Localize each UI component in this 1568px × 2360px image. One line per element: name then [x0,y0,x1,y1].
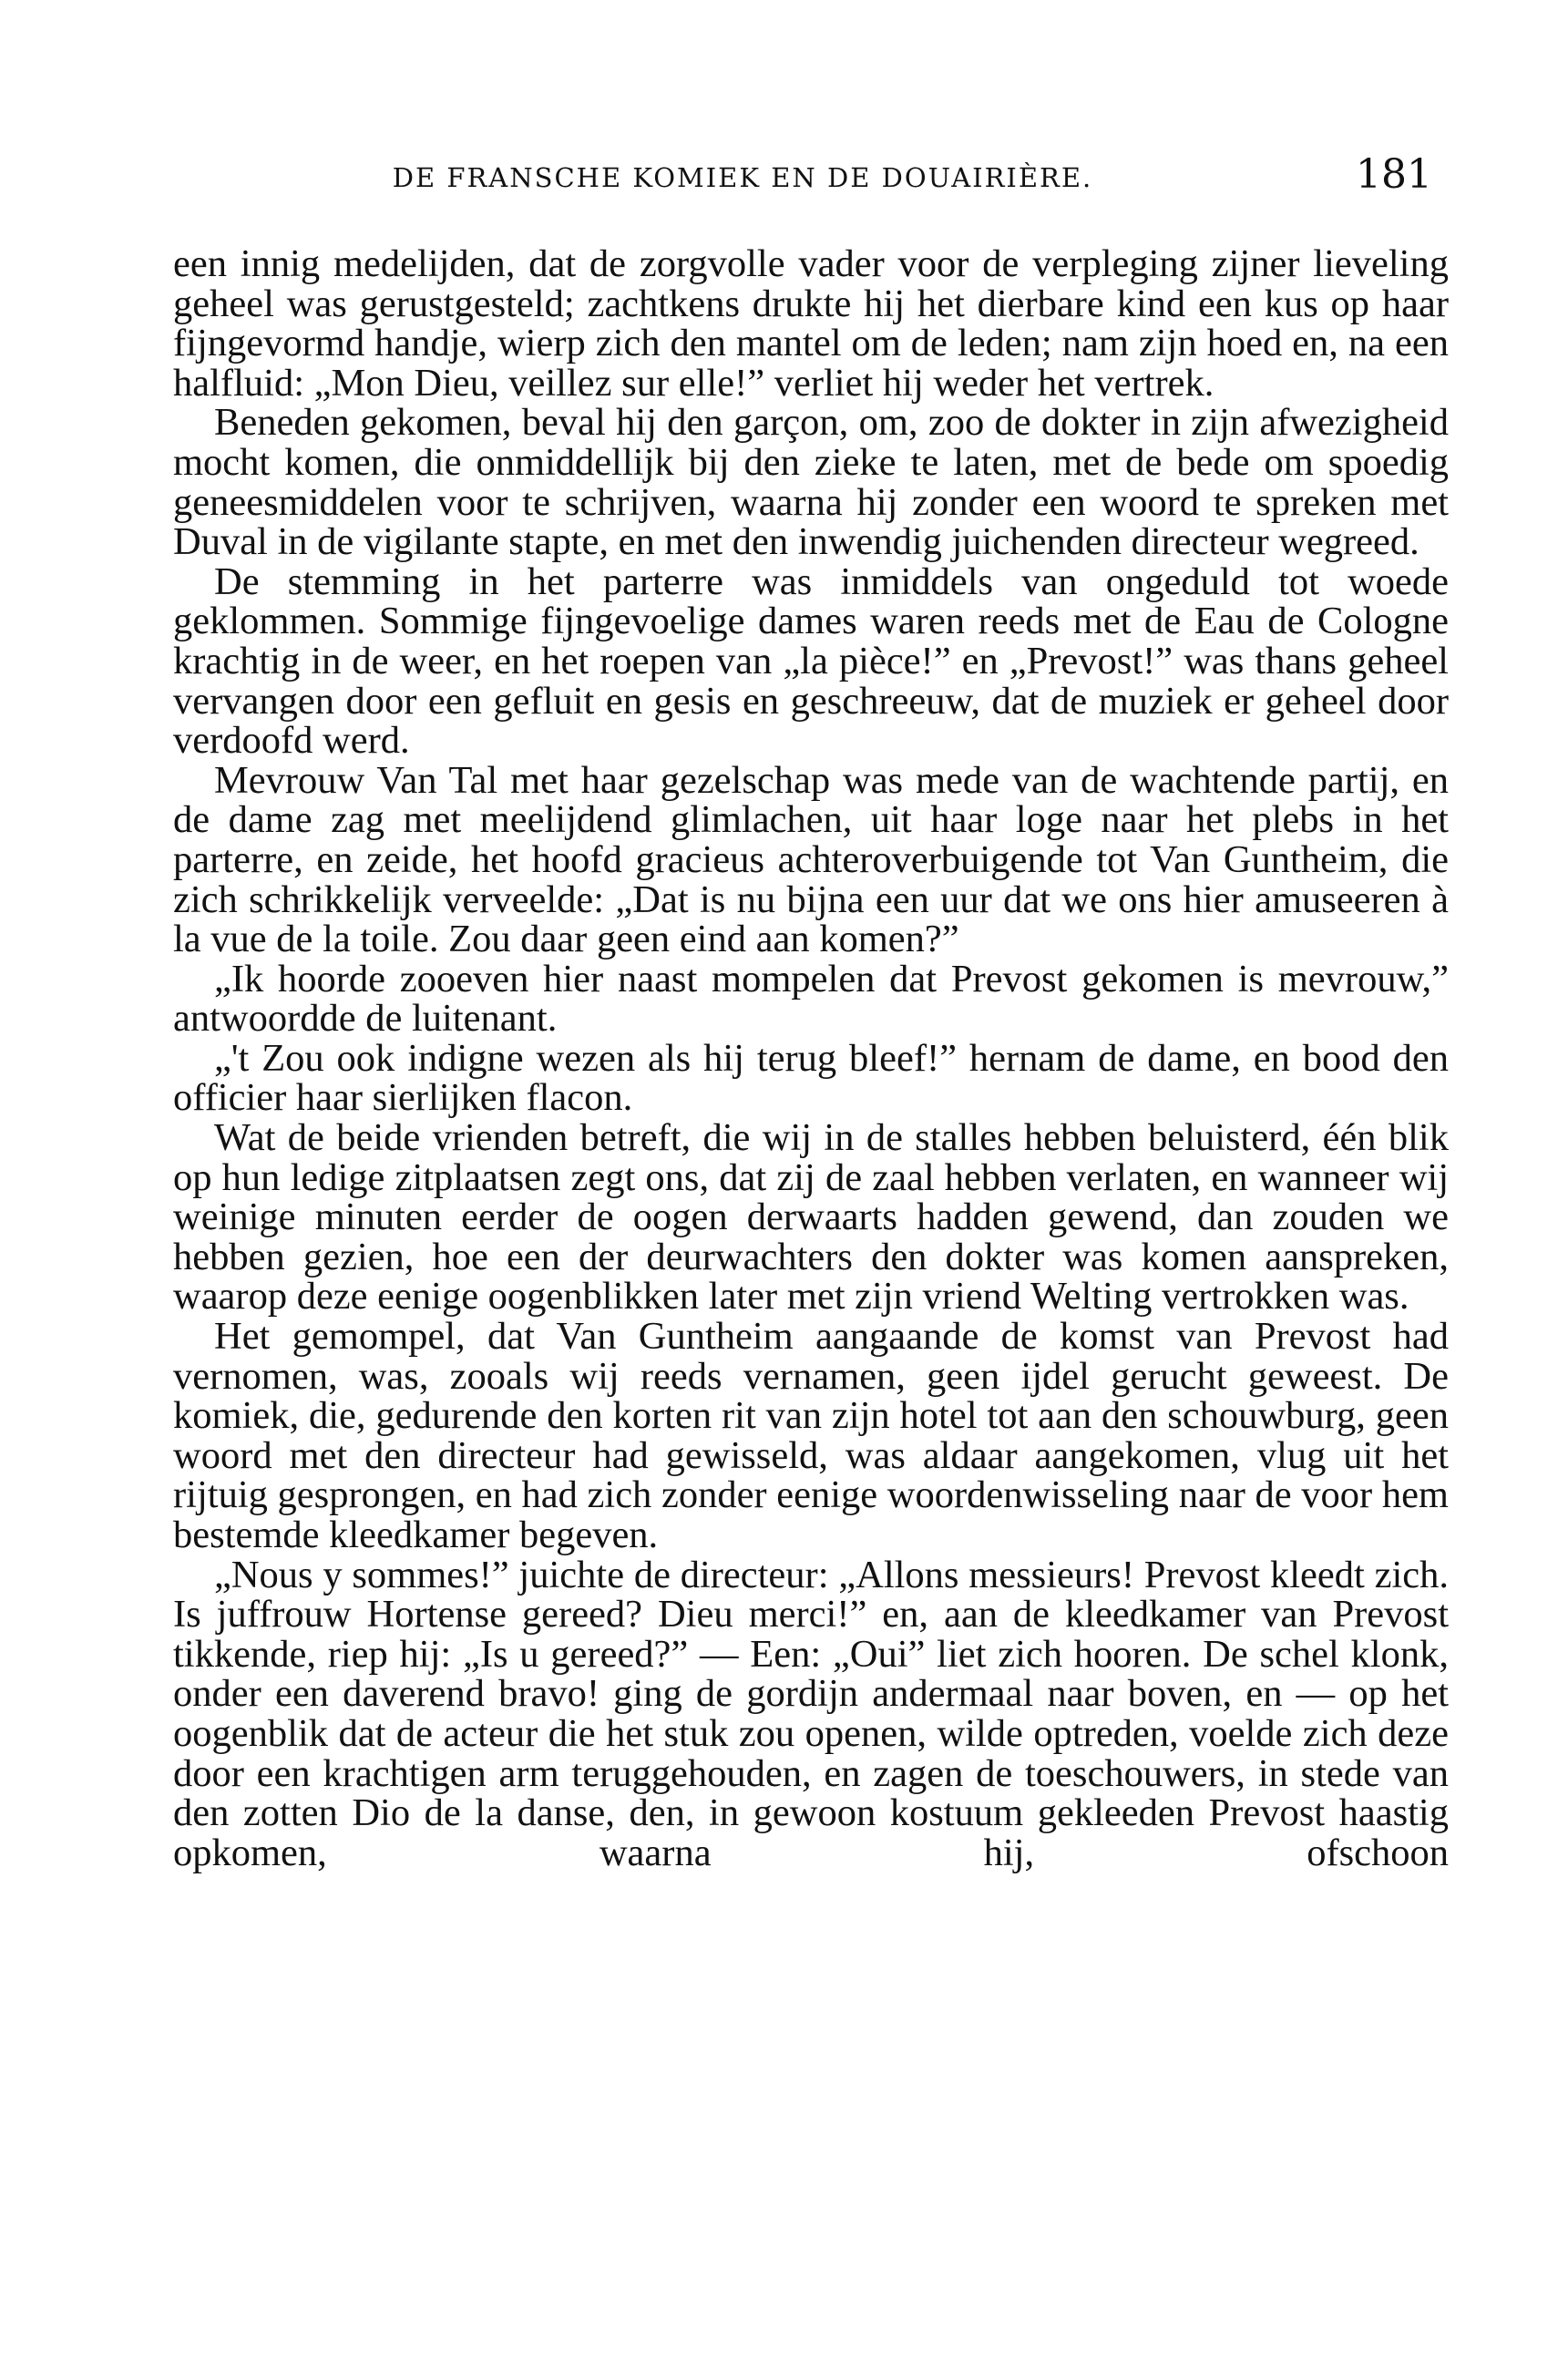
paragraph-4: Mevrouw Van Tal met haar gezelschap was mede van de wachtende partij, en de dame zag met meelijdend glimlachen, uit haar loge naar het plebs in het parterre, en zeide, het hoofd gracieus achteroverbuigende tot Van Guntheim, die zich schrikkelijk verveelde: „Dat is nu bijna een uur dat we ons hier amuseeren à la vue de la toile. Zou daar geen eind aan komen?” [173,758,1449,961]
paragraph-1: een innig medelijden, dat de zorgvolle vader voor de verpleging zijner lieveling geheel was gerustgesteld; zachtkens drukte hij het dierbare kind een kus op haar fijngevormd handje, wierp zich den mantel om de leden; nam zijn hoed en, na een halfluid: „Mon Dieu, veillez sur elle!” verliet hij weder het vertrek. [173,242,1449,405]
paragraph-7: Wat de beide vrienden betreft, die wij in de stalles hebben beluisterd, één blik op hun ledige zitplaatsen zegt ons, dat zij de zaal hebben verlaten, en wanneer wij weinige minuten eerder de oogen derwaarts hadden gewend, dan zouden we hebben gezien, hoe een der deurwachters den dokter was komen aanspreken, waarop deze eenige oogenblikken later met zijn vriend Welting vertrokken was. [173,1116,1449,1319]
paragraph-8: Het gemompel, dat Van Guntheim aangaande de komst van Prevost had vernomen, was, zooals wij reeds vernamen, geen ijdel gerucht geweest. De komiek, die, gedurende den korten rit van zijn hotel tot aan den schouwburg, geen woord met den directeur had gewisseld, was aldaar aangekomen, vlug uit het rijtuig gesprongen, en had zich zonder eenige woordenwisseling naar de voor hem bestemde kleedkamer begeven. [173,1315,1449,1556]
paragraph-9: „Nous y sommes!” juichte de directeur: „Allons messieurs! Prevost kleedt zich. Is juffrouw Hortense gereed? Dieu merci!” en, aan de kleedkamer van Prevost tikkende, riep hij: „Is u gereed?” — Een: „Oui” liet zich hooren. De schel klonk, onder een daverend bravo! ging de gordijn andermaal naar boven, en — op het oogenblik dat de acteur die het stuk zou openen, wilde optreden, voelde zich deze door een krachtigen arm teruggehouden, en zagen de toeschouwers, in stede van den zotten Dio de la danse, den, in gewoon kostuum gekleeden Prevost haastig opkomen, waarna hij, ofschoon [173,1553,1449,1874]
page-number: 181 [1356,151,1432,198]
running-title: DE FRANSCHE KOMIEK EN DE DOUAIRIÈRE. [392,162,1093,193]
paragraph-6: „'t Zou ook indigne wezen als hij terug bleef!” hernam de dame, en bood den officier haar sierlijken flacon. [173,1036,1449,1120]
paragraph-2: Beneden gekomen, beval hij den garçon, om, zoo de dokter in zijn afwezigheid mocht komen, die onmiddellijk bij den zieke te laten, met de bede om spoedig geneesmiddelen voor te schrijven, waarna hij zonder een woord te spreken met Duval in de vigilante stapte, en met den inwendig juichenden directeur wegreed. [173,401,1449,564]
running-head [173,146,1449,204]
paragraph-5: „Ik hoorde zooeven hier naast mompelen dat Prevost gekomen is mevrouw,” antwoordde de luitenant. [173,957,1449,1041]
paragraph-3: De stemming in het parterre was inmiddels van ongeduld tot woede geklommen. Sommige fijngevoelige dames waren reeds met de Eau de Cologne krachtig in de weer, en het roepen van „la pièce!” en „Prevost!” was thans geheel vervangen door een gefluit en gesis en geschreeuw, dat de muziek er geheel door verdoofd werd. [173,559,1449,763]
book-page [173,146,1449,1873]
body-text [173,244,1449,1873]
